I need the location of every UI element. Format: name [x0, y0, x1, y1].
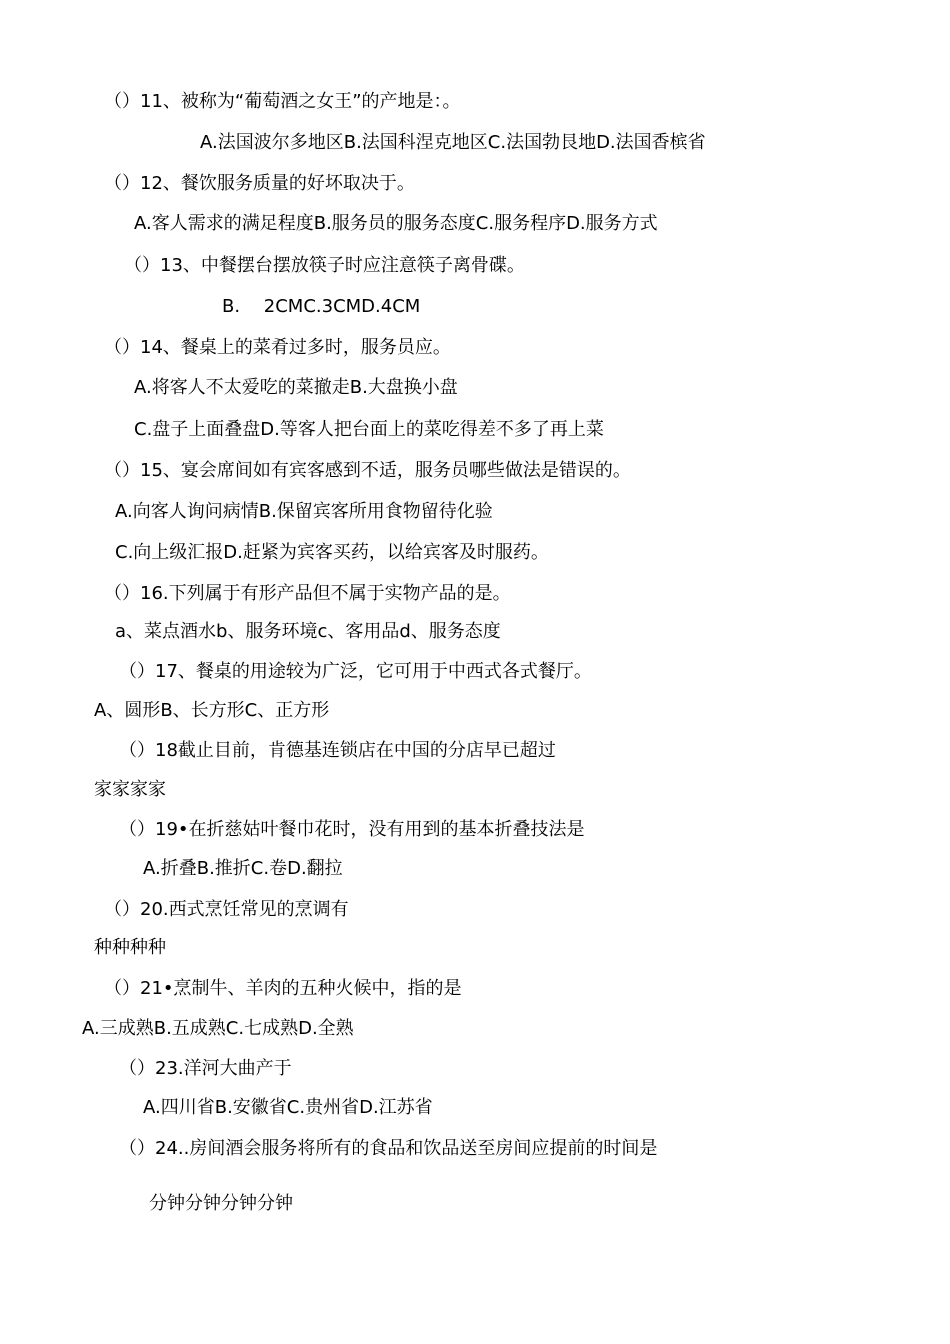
question-24: （）24..房间酒会服务将所有的食品和饮品送至房间应提前的时间是 [119, 1138, 658, 1159]
question-24-options: 分钟分钟分钟分钟 [149, 1193, 293, 1214]
question-23: （）23.洋河大曲产于 [119, 1058, 292, 1079]
question-12-options: A.客人需求的满足程度B.服务员的服务态度C.服务程序D.服务方式 [134, 213, 658, 234]
question-12: （）12、餐饮服务质量的好坏取决于。 [104, 173, 415, 194]
question-19-options: A.折叠B.推折C.卷D.翻拉 [143, 858, 343, 879]
question-19: （）19•在折慈姑叶餐巾花时，没有用到的基本折叠技法是 [119, 819, 585, 840]
question-13: （）13、中餐摆台摆放筷子时应注意筷子离骨碟。 [124, 255, 525, 276]
question-11: （）11、被称为“葡萄酒之女王”的产地是：。 [104, 91, 461, 112]
question-18-options: 家家家家 [94, 779, 166, 800]
question-14-options-1: A.将客人不太爱吃的菜撤走B.大盘换小盘 [134, 377, 458, 398]
question-15-options-1: A.向客人询问病情B.保留宾客所用食物留待化验 [115, 501, 493, 522]
question-21: （）21•烹制牛、羊肉的五种火候中，指的是 [104, 978, 462, 999]
question-20-options: 种种种种 [94, 937, 166, 958]
question-21-options: A.三成熟B.五成熟C.七成熟D.全熟 [82, 1018, 354, 1039]
question-15-options-2: C.向上级汇报D.赶紧为宾客买药，以给宾客及时服药。 [115, 542, 549, 563]
question-17-options: A、圆形B、长方形C、正方形 [94, 700, 330, 721]
question-20: （）20.西式烹饪常见的烹调有 [104, 899, 349, 920]
question-16: （）16.下列属于有形产品但不属于实物产品的是。 [104, 583, 511, 604]
question-14-options-2: C.盘子上面叠盘D.等客人把台面上的菜吃得差不多了再上菜 [134, 419, 604, 440]
question-15: （）15、宴会席间如有宾客感到不适，服务员哪些做法是错误的。 [104, 460, 631, 481]
question-16-options: a、菜点酒水b、服务环境c、客用品d、服务态度 [115, 621, 501, 642]
question-13-options: B. 2CMC.3CMD.4CM [222, 296, 421, 317]
question-18: （）18截止目前，肯德基连锁店在中国的分店早已超过 [119, 740, 556, 761]
question-23-options: A.四川省B.安徽省C.贵州省D.江苏省 [143, 1097, 433, 1118]
question-14: （）14、餐桌上的菜肴过多时，服务员应。 [104, 337, 451, 358]
question-17: （）17、餐桌的用途较为广泛，它可用于中西式各式餐厅。 [119, 661, 592, 682]
question-11-options: A.法国波尔多地区B.法国科涅克地区C.法国勃艮地D.法国香槟省 [200, 132, 706, 153]
